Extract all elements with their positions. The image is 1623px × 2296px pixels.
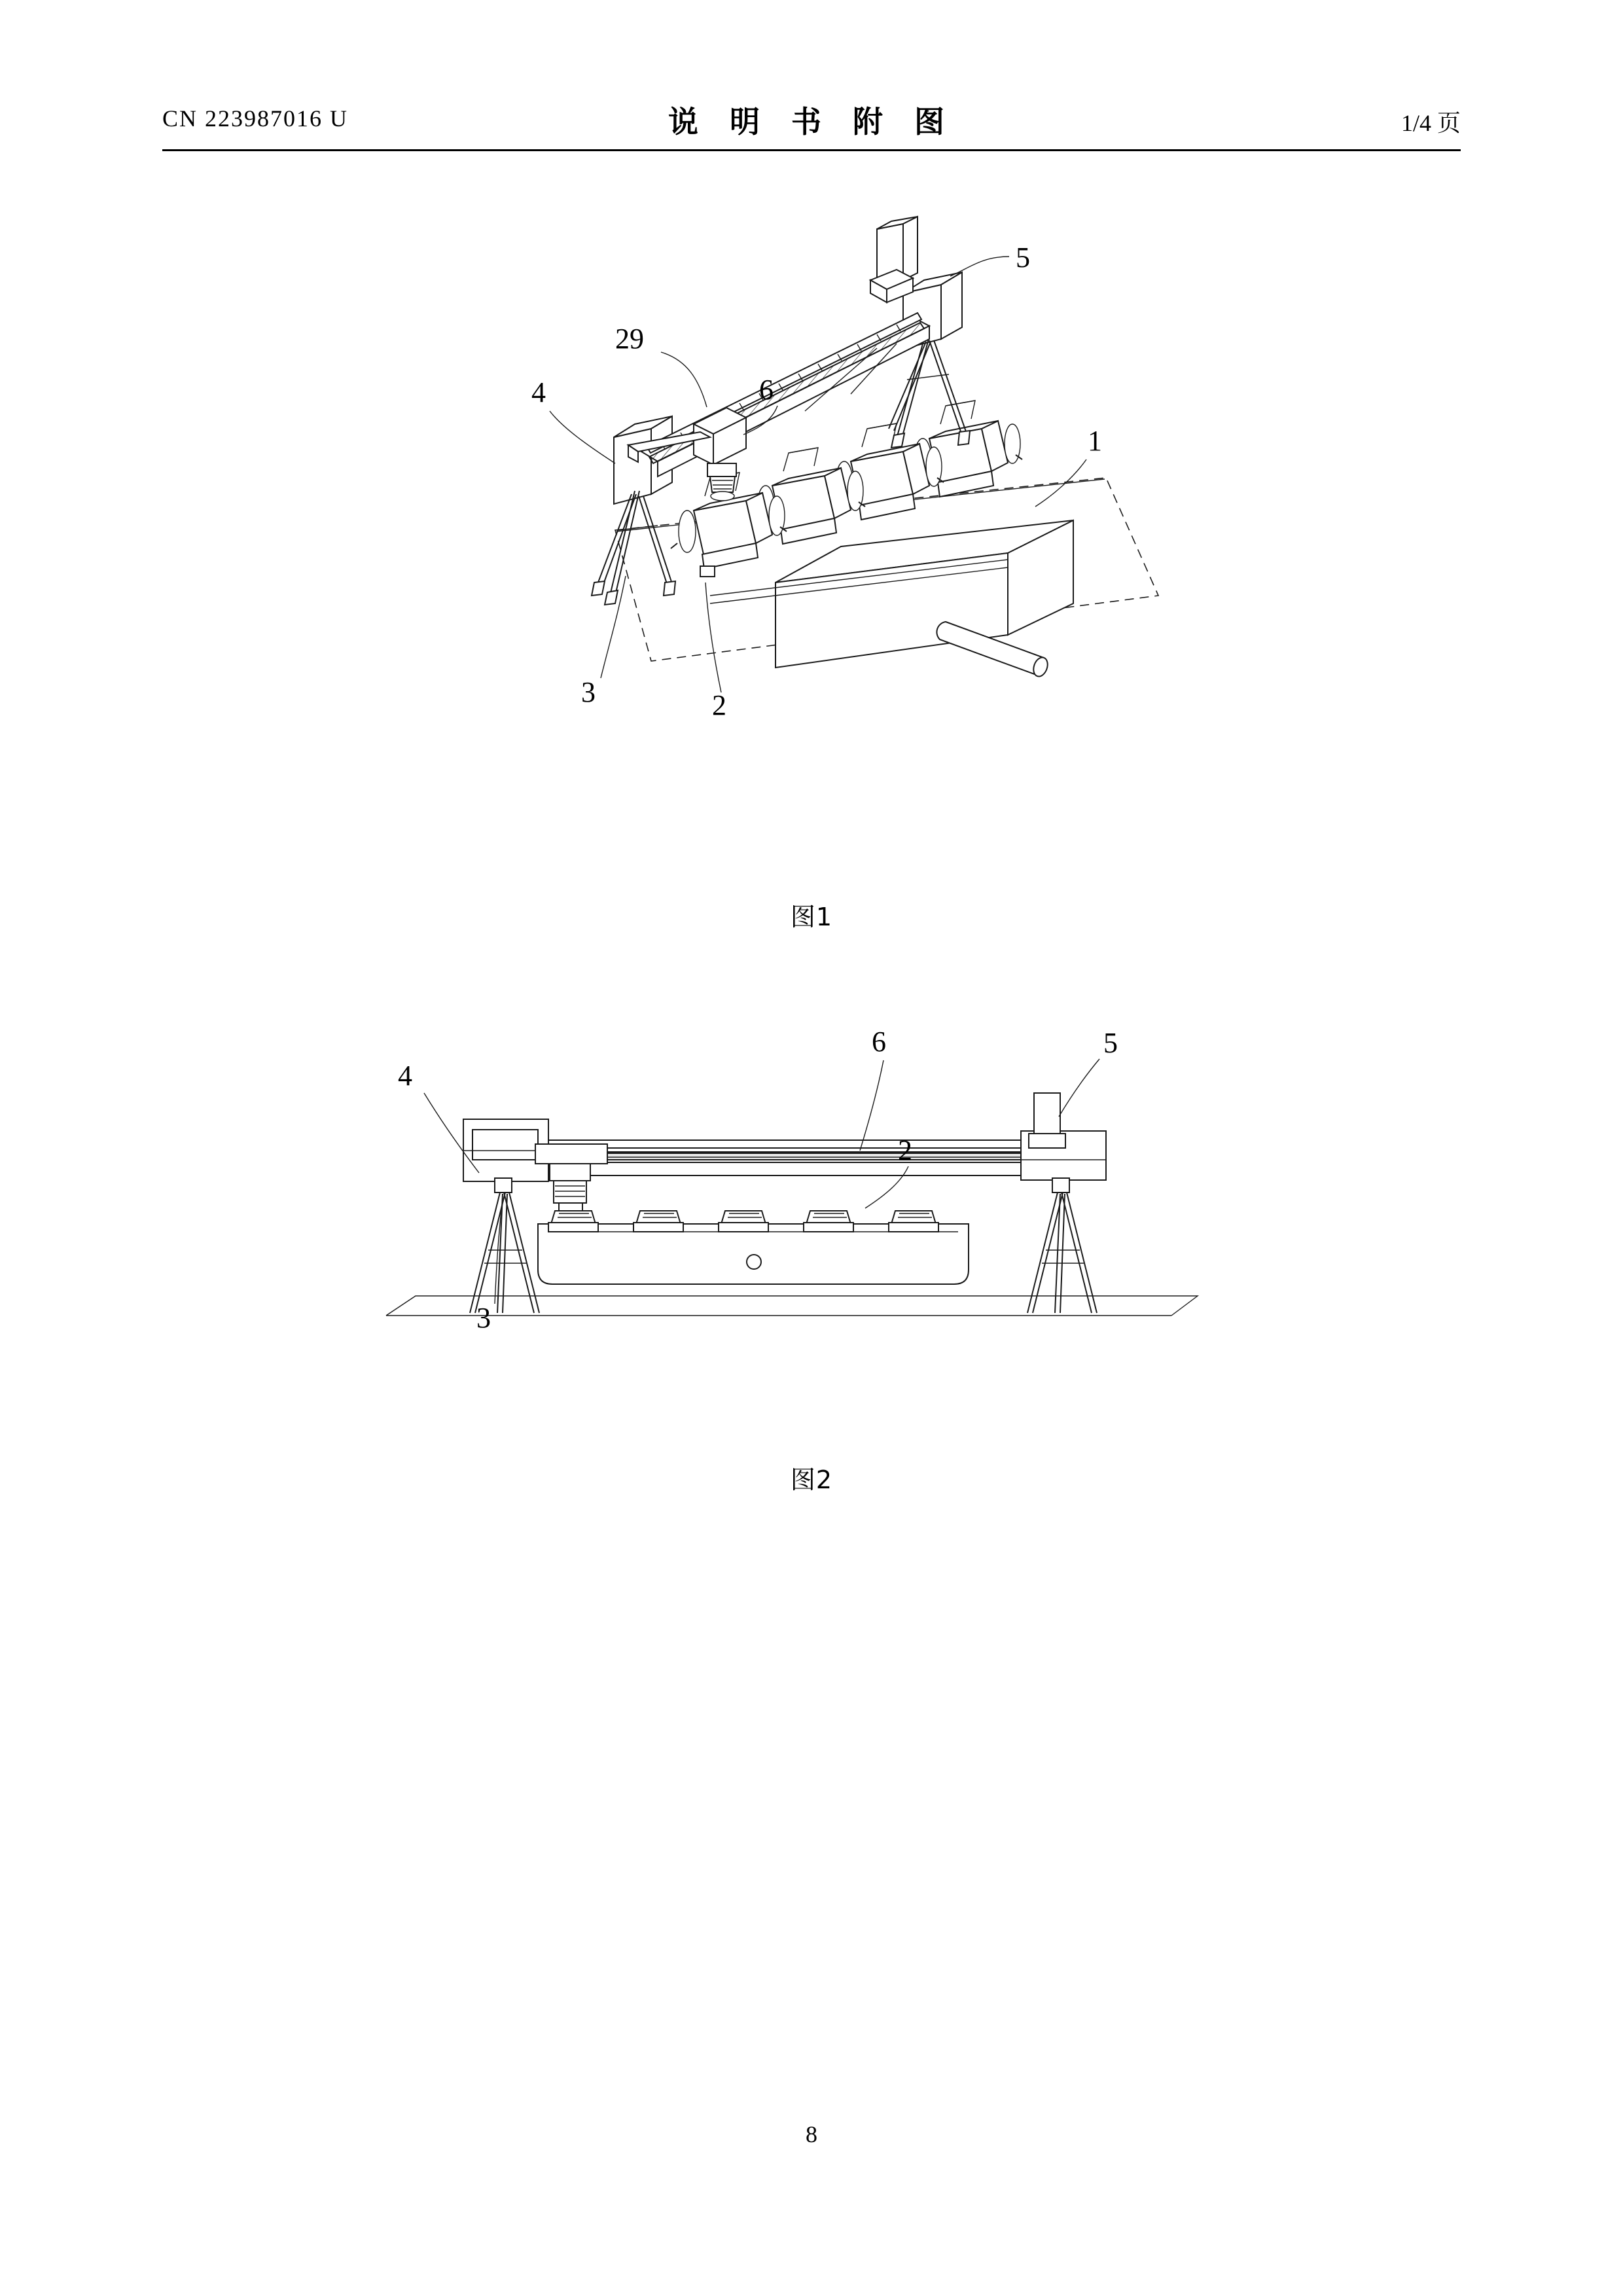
right-tripod-fig2 [1027, 1178, 1097, 1313]
right-head-block [1021, 1093, 1106, 1180]
callout-label: 1 [1088, 425, 1102, 457]
footer-page-number: 8 [806, 2121, 817, 2147]
figure-2 [366, 988, 1283, 1433]
callout-label: 3 [581, 676, 596, 708]
roller-bed [538, 1224, 969, 1284]
carriage-head [694, 408, 746, 501]
patent-number: CN 223987016 U [162, 105, 349, 132]
callout-4 [398, 1060, 479, 1173]
callout-label: 6 [872, 1026, 886, 1058]
callout-label: 4 [531, 376, 546, 408]
callout-label: 5 [1016, 242, 1030, 274]
roller-clamp [719, 1211, 768, 1232]
callout-label: 29 [615, 323, 644, 355]
callout-3 [581, 576, 626, 708]
callout-label: 6 [759, 374, 774, 406]
roller-clamp [633, 1211, 683, 1232]
page-indicator: 1/4 页 [1400, 110, 1461, 136]
callout-label: 2 [898, 1134, 912, 1166]
page-title: 说 明 书 附 图 [668, 104, 955, 139]
callout-label: 2 [712, 689, 726, 721]
roller-clamp [548, 1211, 598, 1232]
callout-5 [950, 242, 1030, 276]
roller-clamp [804, 1211, 853, 1232]
figure-2-caption: 图2 [790, 1465, 833, 1494]
left-tripod-fig2 [470, 1178, 539, 1313]
callout-6 [860, 1026, 886, 1151]
callout-4 [531, 376, 615, 463]
callout-label: 3 [476, 1302, 491, 1334]
figure-1 [353, 164, 1335, 864]
callout-label: 5 [1103, 1027, 1118, 1059]
callout-1 [1035, 425, 1102, 507]
machine-bed [776, 520, 1073, 668]
ground-line [386, 1296, 1198, 1316]
page-header [162, 98, 1461, 151]
callout-5 [1059, 1027, 1118, 1117]
left-tripod [592, 491, 675, 605]
callout-label: 4 [398, 1060, 412, 1092]
callout-29 [615, 323, 707, 407]
roller-clamp [889, 1211, 938, 1232]
figure-1-caption: 图1 [790, 903, 833, 931]
header-divider [162, 149, 1461, 151]
